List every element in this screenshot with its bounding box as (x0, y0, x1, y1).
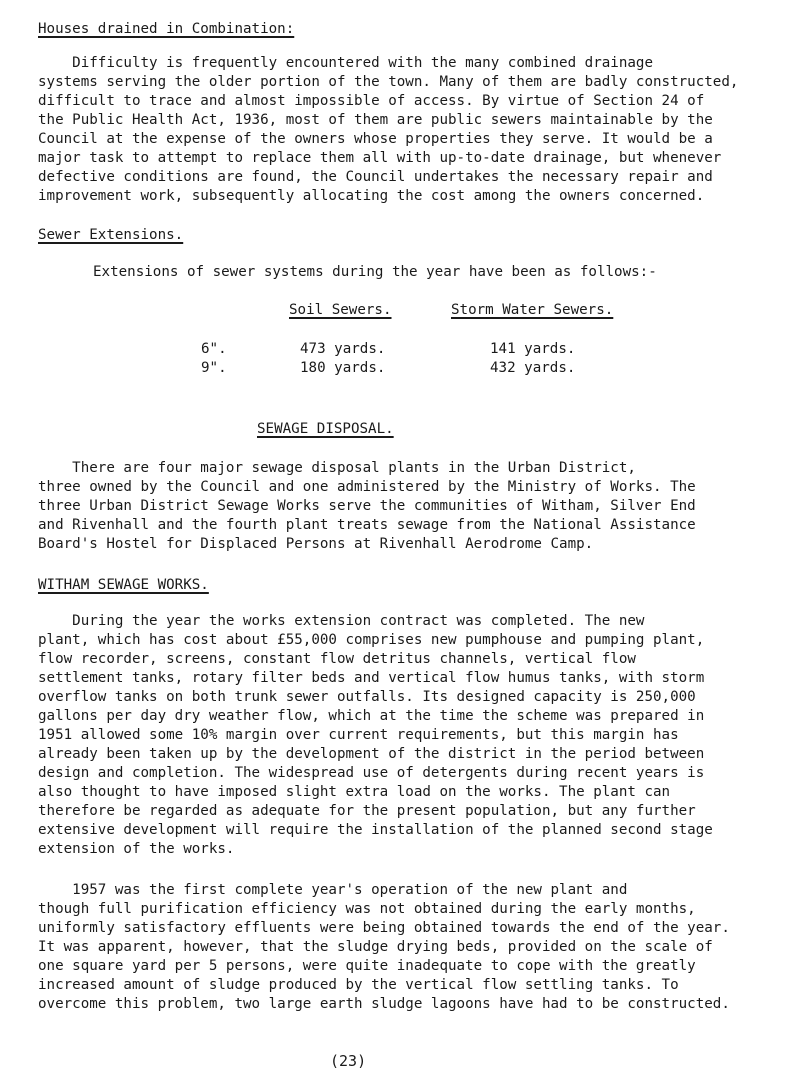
column-header-storm-water-sewers: Storm Water Sewers. (451, 302, 614, 318)
page-number: (23) (330, 1052, 367, 1070)
paragraph-sewage-disposal: There are four major sewage disposal plants in the Urban District, three owned by the Council and one administered by the Ministry of Works. The three Urban District Sewage Works serve the communities of Witham, Silver End and Rivenhall and the fourth plant treats sewage from the National Assistance Board's Hostel for Displaced Persons at Rivenhall Aerodrome Camp. (38, 460, 696, 552)
heading-sewer-extensions: Sewer Extensions. (38, 227, 184, 243)
table-cell-size: 9". (201, 360, 227, 376)
table-row (0, 359, 800, 378)
paragraph-houses-drained: Difficulty is frequently encountered with the many combined drainage systems serving the older portion of the town. Many of them are badly constructed, difficult to trace and almost impossible of access. By virtue of Section 24 of the Public Health Act, 1936, most of them are public sewers maintainable by the Council at the expense of the owners whose properties they serve. It would be a major task to attempt to replace them all with up-to-date drainage, but whenever defective conditions are found, the Council undertakes the necessary repair and improvement work, subsequently allocating the cost among the owners concerned. (38, 55, 739, 204)
paragraph-witham-works-1: During the year the works extension contract was completed. The new plant, which has cost about £55,000 comprises new pumphouse and pumping plant, flow recorder, screens, constant flow detritus channels, vertical flow settlement tanks, rotary filter beds and vertical flow humus tanks, with storm overflow tanks on both trunk sewer outfalls. Its designed capacity is 250,000 gallons per day dry weather flow, which at the time the scheme was prepared in 1951 allowed some 10% margin over current requirements, but this margin has already been taken up by the development of the district in the period between design and completion. The widespread use of detergents during recent years is also thought to have imposed slight extra load on the works. The plant can therefore be regarded as adequate for the present population, but any further extensive development will require the installation of the planned second stage extension of the works. (38, 613, 713, 857)
table-cell-soil: 180 yards. (300, 360, 386, 376)
paragraph-sewer-extensions-intro: Extensions of sewer systems during the year have been as follows:- (93, 264, 657, 280)
heading-witham-sewage-works: WITHAM SEWAGE WORKS. (38, 577, 209, 593)
paragraph-witham-works-2: 1957 was the first complete year's operation of the new plant and though full purification efficiency was not obtained during the early months, uniformly satisfactory effluents were being obtained towards the end of the year. It was apparent, however, that the sludge drying beds, provided on the scale of one square yard per 5 persons, were quite inadequate to cope with the greatly increased amount of sludge produced by the vertical flow settling tanks. To overcome this problem, two large earth sludge lagoons have had to be constructed. (38, 882, 730, 1012)
table-row (0, 340, 800, 359)
table-cell-storm: 432 yards. (490, 360, 576, 376)
table-cell-soil: 473 yards. (300, 341, 386, 357)
heading-sewage-disposal: SEWAGE DISPOSAL. (257, 421, 394, 437)
column-header-soil-sewers: Soil Sewers. (289, 302, 392, 318)
table-header-row (0, 301, 800, 320)
table-cell-storm: 141 yards. (490, 341, 576, 357)
table-cell-size: 6". (201, 341, 227, 357)
heading-houses-drained: Houses drained in Combination: (38, 21, 295, 37)
